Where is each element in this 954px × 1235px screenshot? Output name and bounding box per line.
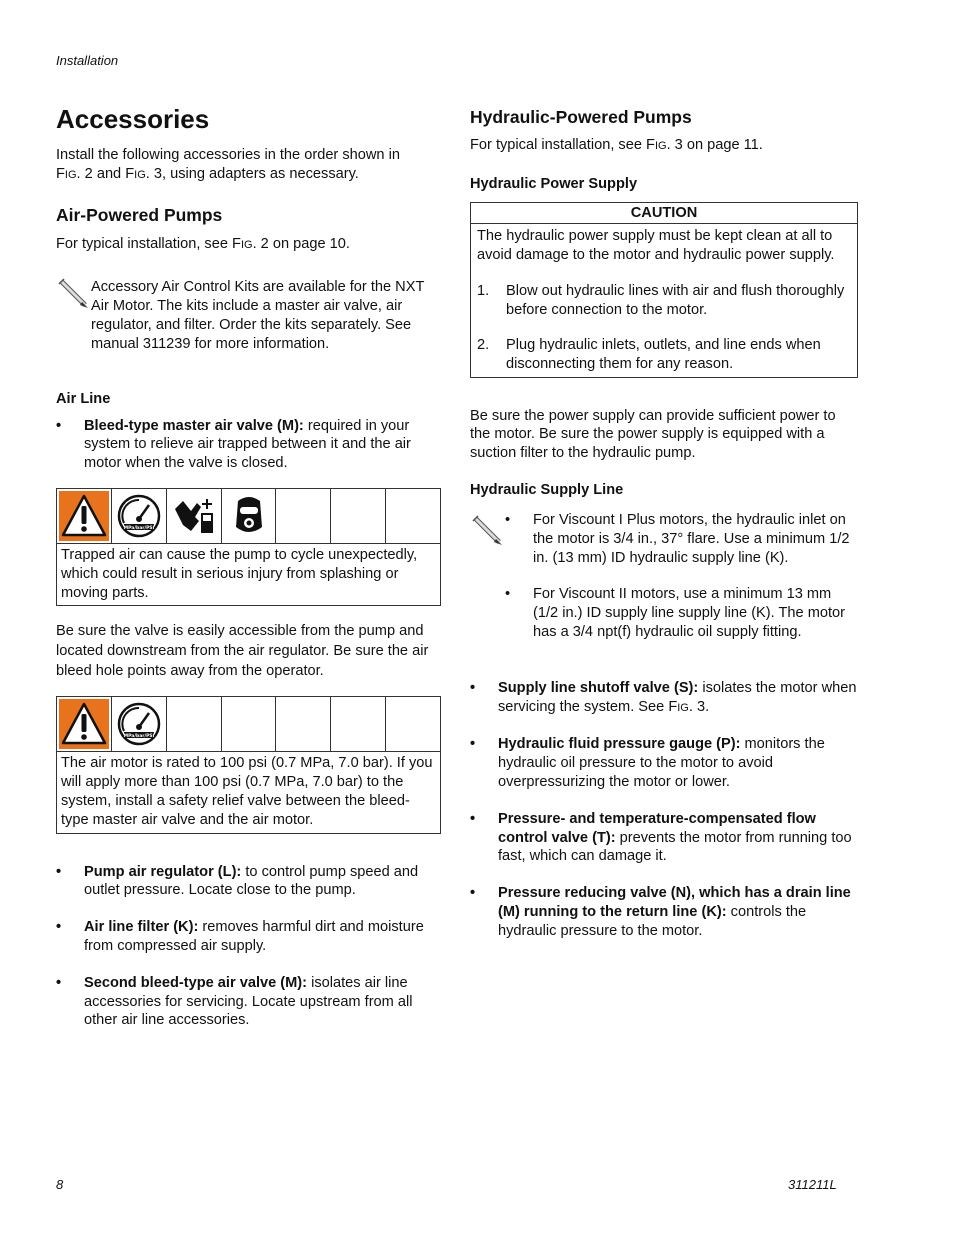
svg-text:MPa/bar/PSI: MPa/bar/PSI (123, 525, 155, 531)
hydraulic-accessory-list (470, 679, 858, 941)
air-typical-install: For typical installation, see FIG. 2 on page 10. (56, 235, 350, 252)
document-id: 311211L (788, 1177, 837, 1192)
page-number: 8 (56, 1177, 64, 1192)
supply-line-note-list (505, 511, 858, 642)
page-title: Accessories (56, 104, 210, 134)
list-item: • Second bleed-type air valve (M): isolates air line accessories for servicing. Locate upstream from all other air line accessories. (56, 974, 413, 1029)
list-item: • Hydraulic fluid pressure gauge (P): monitors the hydraulic oil pressure to the motor to avoid overpressurizing the motor or lower. (470, 736, 825, 790)
warning-text-trapped-air: Trapped air can cause the pump to cycle unexpectedly, which could result in serious injury from splashing or moving parts. (61, 546, 418, 601)
caution-list (477, 282, 851, 373)
warning-box-trapped-air (56, 488, 441, 606)
running-header: Installation (56, 53, 119, 68)
left-column (56, 100, 441, 1030)
list-item: • Pressure reducing valve (N), which has a drain line (M) running to the return line (K): controls the hydraulic pressure to the motor. (470, 885, 851, 939)
list-item: • For Viscount I Plus motors, the hydraulic inlet on the motor is 3/4 in., 37° flare. Use a minimum 1/2 in. (13 mm) ID hydraulic supply line (K). (505, 511, 850, 566)
air-line-heading: Air Line (56, 390, 111, 407)
pressure-gauge-icon (114, 491, 164, 541)
supply-line-heading: Hydraulic Supply Line (470, 481, 624, 498)
list-item: • Pressure- and temperature-compensated flow control valve (T): prevents the motor from running too fast, which can damage it. (470, 810, 852, 865)
note-text: Accessory Air Control Kits are available for the NXT Air Motor. The kits include a master air valve, air regulator, and filter. Order the kits separately. See manual 311239 for more information. (91, 279, 425, 352)
list-item: • For Viscount II motors, use a minimum 13 mm (1/2 in.) ID supply line supply line (K). The motor has a 3/4 npt(f) hydraulic oil supply fitting. (505, 586, 846, 640)
note-block (56, 278, 441, 353)
protective-gear-icon (224, 491, 274, 541)
hydraulic-powered-heading: Hydraulic-Powered Pumps (470, 107, 692, 127)
air-accessory-list (56, 863, 441, 1031)
air-line-list (56, 417, 441, 473)
caution-box (470, 202, 858, 378)
warning-box-pressure (56, 696, 441, 833)
valve-location-paragraph: Be sure the valve is easily accessible from the pump and located downstream from the air regulator. Be sure the air bleed hole points away from the operator. (56, 623, 429, 680)
warning-icon-row (57, 489, 440, 544)
caution-title: CAUTION (471, 203, 857, 224)
warning-text-pressure: The air motor is rated to 100 psi (0.7 MPa, 7.0 bar). If you will apply more than 100 psi (0.7 MPa, 7.0 bar) to the system, install a safety relief valve between the bleed-type master air valve and the air motor. (61, 755, 433, 828)
moving-parts-hand-icon (169, 491, 219, 541)
intro-paragraph: Install the following accessories in the order shown in FIG. 2 and FIG. 3, using adapters as necessary. (56, 147, 400, 182)
air-powered-heading: Air-Powered Pumps (56, 204, 223, 225)
list-item: • Bleed-type master air valve (M): required in your system to relieve air trapped between it and the air motor when the valve is closed. (56, 417, 411, 472)
warning-triangle-icon (59, 699, 109, 749)
pencil-note-icon (58, 278, 88, 308)
list-item: 1. Blow out hydraulic lines with air and flush thoroughly before connection to the motor. (477, 283, 845, 319)
pressure-gauge-icon (114, 699, 164, 749)
supply-line-note (470, 511, 858, 642)
caution-intro: The hydraulic power supply must be kept clean at all to avoid damage to the motor and hydraulic power supply. (477, 227, 835, 263)
hydraulic-typical-install: For typical installation, see FIG. 3 on page 11. (470, 137, 763, 153)
warning-triangle-icon (59, 491, 109, 541)
list-item: • Pump air regulator (L): to control pump speed and outlet pressure. Locate close to the pump. (56, 863, 419, 899)
svg-text:MPa/bar/PSI: MPa/bar/PSI (123, 734, 155, 740)
warning-icon-row (57, 697, 440, 752)
list-item: • Supply line shutoff valve (S): isolates the motor when servicing the system. See FIG. 3. (470, 679, 857, 715)
list-item: • Air line filter (K): removes harmful dirt and moisture from compressed air supply. (56, 919, 424, 954)
power-supply-paragraph: Be sure the power supply can provide sufficient power to the motor. Be sure the power supply is equipped with a suction filter to the hydraulic pump. (470, 407, 836, 462)
pencil-note-icon (472, 515, 502, 545)
list-item: 2. Plug hydraulic inlets, outlets, and line ends when disconnecting them for any reason. (477, 336, 821, 372)
right-column (470, 100, 858, 941)
power-supply-heading: Hydraulic Power Supply (470, 175, 638, 192)
